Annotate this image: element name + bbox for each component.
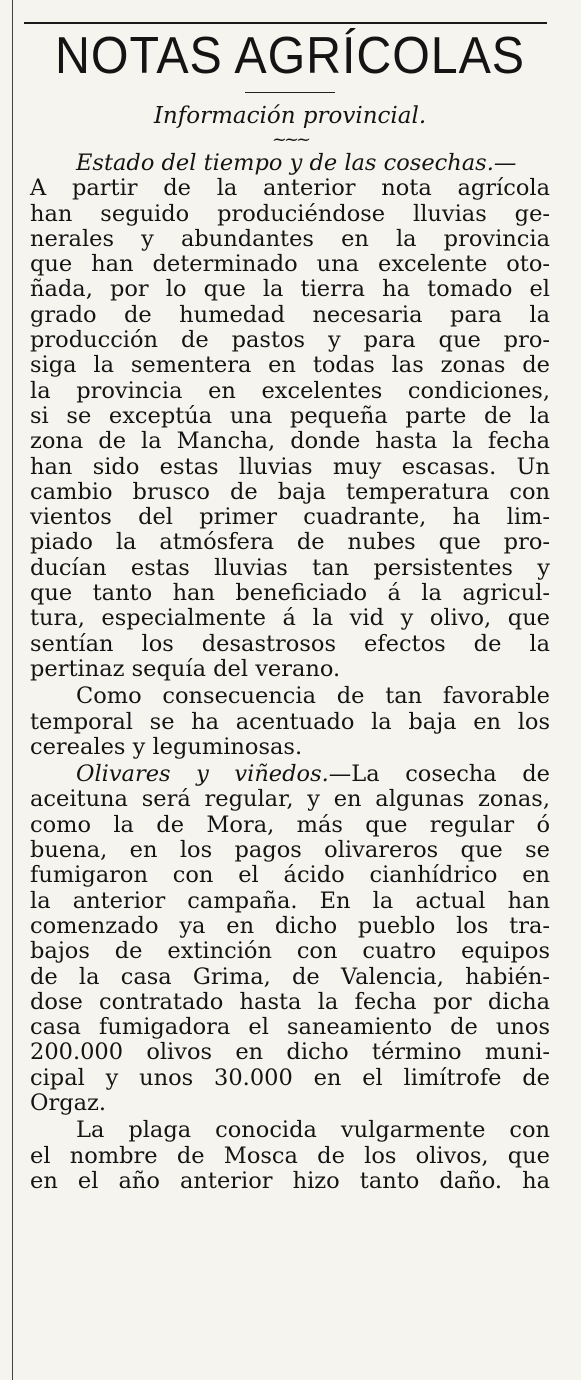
article-column xyxy=(30,22,550,1194)
text-line: siga la sementera en todas las zonas de xyxy=(30,352,550,379)
text-line: si se exceptúa una pequeña parte de la xyxy=(30,402,550,429)
text-line: piado la atmósfera de nubes que pro- xyxy=(30,529,550,556)
text-line: han seguido produciéndose lluvias ge- xyxy=(30,200,550,227)
text-line: nerales y abundantes en la provincia xyxy=(30,225,550,252)
text-line: como la de Mora, más que regular ó xyxy=(30,811,550,838)
text-line: bajos de extinción con cuatro equipos xyxy=(30,938,550,965)
headline-divider xyxy=(245,92,335,93)
text-line: temporal se ha acentuado la baja en los xyxy=(30,708,550,735)
text-line: vientos del primer cuadrante, ha lim- xyxy=(30,504,550,531)
text-line: pertinaz sequía del verano. xyxy=(30,655,341,682)
text-line: fumigaron con el ácido cianhídrico en xyxy=(30,862,550,889)
text-line: grado de humedad necesaria para la xyxy=(30,301,550,328)
column-rule-left xyxy=(12,0,13,1380)
text-line: de la casa Grima, de Valencia, habién- xyxy=(30,963,550,990)
text-line: casa fumigadora el saneamiento de unos xyxy=(30,1014,550,1041)
text-line: que han determinado una excelente oto- xyxy=(30,251,550,278)
text-line: el nombre de Mosca de los olivos, que xyxy=(30,1142,550,1169)
text-line: zona de la Mancha, donde hasta la fecha xyxy=(30,428,550,455)
text-line: que tanto han beneficiado á la agricul- xyxy=(30,580,550,607)
text-line: Como consecuencia de tan favorable xyxy=(76,683,550,710)
paragraph-weather xyxy=(30,151,550,682)
text-line: producción de pastos y para que pro- xyxy=(30,327,550,354)
text-line: la provincia en excelentes condiciones, xyxy=(30,377,550,404)
section-subhead: Información provincial. xyxy=(153,103,427,129)
text-line: A partir de la anterior nota agrícola xyxy=(30,175,550,202)
text-line: ñada, por lo que la tierra ha tomado el xyxy=(30,276,550,303)
text-line: cambio brusco de baja temperatura con xyxy=(30,478,550,505)
text-line: cereales y leguminosas. xyxy=(30,733,303,760)
text-line: comenzado ya en dicho pueblo los tra- xyxy=(30,912,550,939)
text-line: han sido estas lluvias muy escasas. Un xyxy=(30,453,550,480)
text-line: dose contratado hasta la fecha por dicha xyxy=(30,988,550,1015)
text-line: cipal y unos 30.000 en el limítrofe de xyxy=(30,1064,550,1091)
text-line: aceituna será regular, y en algunas zonas, xyxy=(30,786,550,813)
article-headline: NOTAS AGRÍCOLAS xyxy=(55,27,525,85)
paragraph-olives-vineyards xyxy=(30,762,550,1116)
text-line: sentían los desastrosos efectos de la xyxy=(30,630,550,657)
paragraph-lead: Estado del tiempo y de las cosechas.— xyxy=(76,150,517,176)
text-line: Orgaz. xyxy=(30,1089,107,1116)
paragraph-olive-fly xyxy=(30,1118,550,1194)
text-line: la anterior campaña. En la actual han xyxy=(30,887,550,914)
text-line: buena, en los pagos olivareros que se xyxy=(30,837,550,864)
text-line: ducían estas lluvias tan persistentes y xyxy=(30,554,550,581)
text-line: 200.000 olivos en dicho término muni- xyxy=(30,1039,550,1066)
paragraph-consequence xyxy=(30,684,550,760)
paragraph-first-line xyxy=(30,762,550,787)
paragraph-lead: Olivares y viñedos. xyxy=(76,761,329,788)
text-line: La plaga conocida vulgarmente con xyxy=(76,1117,550,1144)
text-line: en el año anterior hizo tanto daño. ha xyxy=(30,1167,550,1194)
text-fragment: —La cosecha de xyxy=(328,761,550,788)
text-line: tura, especialmente á la vid y olivo, que xyxy=(30,605,550,632)
ornament-divider: ~~~ xyxy=(271,129,309,150)
